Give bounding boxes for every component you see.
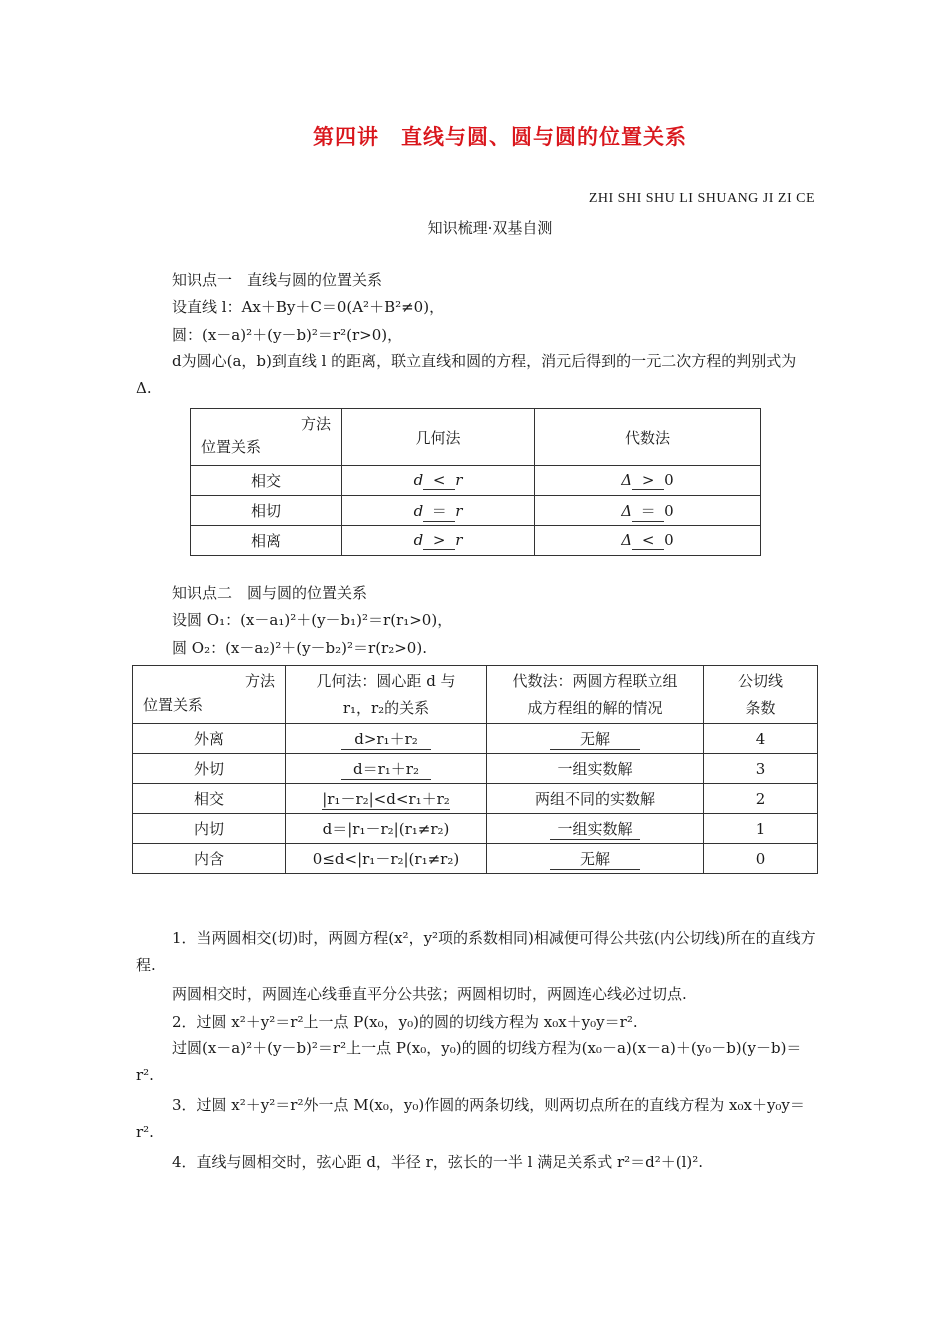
kp2-row-geometric: d＝|r₁－r₂|(r₁≠r₂) [286,814,487,844]
kp2-row-geometric: 0≤d<|r₁－r₂|(r₁≠r₂) [286,844,487,874]
table-row [191,466,761,496]
section-subheading: 知识梳理·双基自测 [427,219,553,237]
section-pinyin: ZHI SHI SHU LI SHUANG JI ZI CE [588,191,815,206]
kp2-corner-relation: 位置关系 [143,696,204,714]
header-text: 条数 [745,698,776,717]
note-3: 3．过圆 x²＋y²＝r²外一点 M(x₀，y₀)作圆的两条切线，则两切点所在的直线方程为 x₀x＋y₀y＝r². [136,1096,805,1141]
kp1-row-geometric [342,526,535,556]
kp1-row-algebraic [535,526,761,556]
kp1-row-algebraic [535,466,761,496]
blank-answer: 无解 [550,848,640,870]
var-d: d [413,531,424,549]
kp2-table-corner [133,666,286,724]
blank-answer: ＝ [423,500,455,522]
kp2-row-relation: 外切 [133,754,286,784]
note-4: 4．直线与圆相交时，弦心距 d，半径 r，弦长的一半 l 满足关系式 r²＝d²＋(l)². [172,1153,704,1171]
kp1-line-equation: 设直线 l：Ax＋By＋C＝0(A²＋B²≠0)， [172,298,445,316]
note-1b: 两圆相交时，两圆连心线垂直平分公共弦；两圆相切时，两圆连心线必过切点. [172,985,687,1003]
blank-answer: ＝ [632,500,664,522]
kp2-row-count: 1 [704,814,818,844]
kp1-row-relation: 相交 [191,466,342,496]
kp2-row-geometric [286,754,487,784]
var-r: r [455,471,463,489]
blank-answer: d>r₁＋r₂ [341,728,431,750]
kp1-row-geometric [342,496,535,526]
note-1: 1．当两圆相交(切)时，两圆方程(x²，y²项的系数相同)相减便可得公共弦(内公切线)所在的直线方程. [136,929,816,974]
kp2-row-count: 4 [704,724,818,754]
kp1-col-algebraic: 代数法 [535,409,761,466]
kp2-row-relation: 相交 [133,784,286,814]
kp2-row-algebraic [487,724,704,754]
blank-answer: 无解 [550,728,640,750]
blank-answer: > [632,471,664,490]
kp2-row-algebraic [487,844,704,874]
kp2-heading: 知识点二 圆与圆的位置关系 [172,584,368,602]
kp1-row-algebraic [535,496,761,526]
table-row [133,724,818,754]
kp2-row-algebraic [487,814,704,844]
blank-answer: d＝r₁＋r₂ [341,758,431,780]
kp2-col-tangents [704,666,818,724]
header-text: r₁，r₂的关系 [342,698,430,717]
kp2-col-algebraic [487,666,704,724]
var-r: r [455,501,463,520]
kp2-row-algebraic: 两组不同的实数解 [487,784,704,814]
var-r: r [455,531,463,549]
table-row [133,754,818,784]
table-row [133,814,818,844]
kp1-row-geometric [342,466,535,496]
kp1-table [190,408,761,556]
kp1-table-corner [191,409,342,466]
blank-answer: > [423,531,455,550]
kp2-row-relation: 外离 [133,724,286,754]
blank-answer: |r₁－r₂|<d<r₁＋r₂ [322,789,450,808]
kp1-corner-relation: 位置关系 [201,438,262,456]
blank-answer: 一组实数解 [550,818,640,840]
kp2-row-count: 2 [704,784,818,814]
header-text: 公切线 [737,671,783,690]
kp1-corner-method: 方法 [300,415,331,433]
kp2-row-geometric [286,724,487,754]
kp2-row-relation: 内切 [133,814,286,844]
note-2b: 过圆(x－a)²＋(y－b)²＝r²上一点 P(x₀，y₀)的圆的切线方程为(x₀－a)(x－a)＋(y₀－b)(y－b)＝r². [136,1039,802,1084]
kp2-row-geometric [286,784,487,814]
kp2-row-count: 0 [704,844,818,874]
kp2-circle2-equation: 圆 O₂：(x－a₂)²＋(y－b₂)²＝r(r₂>0). [172,639,427,657]
note-2: 2．过圆 x²＋y²＝r²上一点 P(x₀，y₀)的圆的切线方程为 x₀x＋y₀y＝r². [172,1013,638,1031]
var-delta: Δ [621,531,633,549]
kp1-description: d为圆心(a，b)到直线 l 的距离，联立直线和圆的方程，消元后得到的一元二次方程的判别式为 Δ. [136,352,797,397]
table-row [133,784,818,814]
kp2-circle1-equation: 设圆 O₁：(x－a₁)²＋(y－b₁)²＝r(r₁>0)， [172,611,453,629]
kp2-row-algebraic: 一组实数解 [487,754,704,784]
var-d: d [413,471,424,489]
value-zero: 0 [664,471,674,489]
var-delta: Δ [621,501,633,520]
header-text: 成方程组的解的情况 [527,698,663,717]
table-row [191,496,761,526]
kp1-col-geometric: 几何法 [342,409,535,466]
var-delta: Δ [621,471,633,489]
value-zero: 0 [664,501,674,520]
kp2-row-count: 3 [704,754,818,784]
kp2-table [132,665,818,874]
kp1-heading: 知识点一 直线与圆的位置关系 [172,271,383,289]
value-zero: 0 [664,531,674,549]
var-d: d [413,501,424,520]
kp1-circle-equation: 圆：(x－a)²＋(y－b)²＝r²(r>0)， [172,326,403,344]
kp1-row-relation: 相切 [191,496,342,526]
page-title: 第四讲 直线与圆、圆与圆的位置关系 [313,125,687,149]
blank-answer: < [632,531,664,550]
header-text: 代数法：两圆方程联立组 [512,671,678,690]
kp1-row-relation: 相离 [191,526,342,556]
table-row [191,526,761,556]
kp2-row-relation: 内含 [133,844,286,874]
kp2-col-geometric [286,666,487,724]
kp2-corner-method: 方法 [244,672,275,690]
blank-answer: < [423,471,455,490]
table-row [133,844,818,874]
header-text: 几何法：圆心距 d 与 [316,671,456,690]
